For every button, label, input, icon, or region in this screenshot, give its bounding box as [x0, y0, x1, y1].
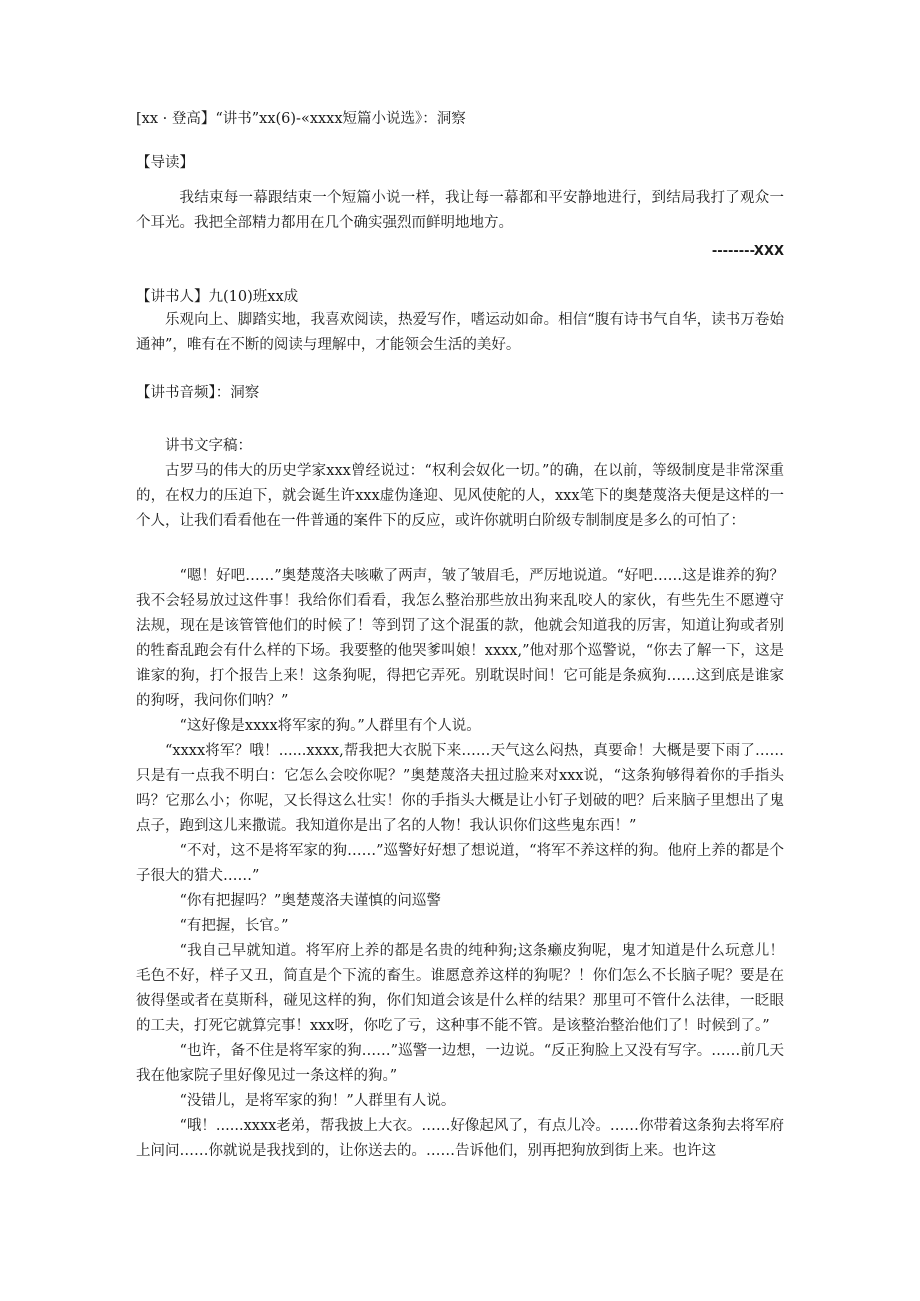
spacer — [136, 534, 784, 564]
manuscript-opening: 古罗马的伟大的历史学家xxx曾经说过：“权利会奴化一切。”的确，在以前，等级制度是非常深重的，在权力的压迫下，就会诞生许xxx虚伪逢迎、见风使舵的人，xxx笔下的奥楚蔑洛夫便是这样的一个人，让我们看看他在一件普通的案件下的反应，或许你就明白阶级专制制度是多么的可怕了： — [136, 463, 784, 529]
document-page — [136, 108, 784, 1164]
story-paragraph: “也许，备不住是将军家的狗……”巡警一边想，一边说。“反正狗脸上又没有写字。……前几天我在他家院子里好像见过一条这样的狗。” — [136, 1043, 784, 1084]
spacer — [136, 358, 784, 382]
story-paragraph: “嗯！好吧……”奥楚蔑洛夫咳嗽了两声，皱了皱眉毛，严厉地说道。“好吧……这是谁养的狗？我不会轻易放过这件事！我给你们看看，我怎么整治那些放出狗来乱咬人的家伙，有些先生不愿遵守法规，现在是该管管他们的时候了！等到罚了这个混蛋的款，他就会知道我的厉害，知道让狗或者别的牲畜乱跑会有什么样的下场。我要整的他哭爹叫娘！xxxx,”他对那个巡警说，“你去了解一下，这是谁家的狗，打个报告上来！这条狗呢，得把它弄死。别耽误时间！它可能是条疯狗……这到底是谁家的狗呀，我问你们呐？” — [136, 568, 784, 709]
manuscript-label: 讲书文字稿： — [165, 438, 252, 454]
story-paragraph: “你有把握吗？”奥楚蔑洛夫谨慎的问巡警 — [179, 893, 441, 909]
speaker-heading: 【讲书人】九(10)班xx成 — [136, 289, 299, 305]
story-paragraph: “没错儿，是将军家的狗！”人群里有人说。 — [179, 1093, 456, 1109]
story-paragraph: “xxxx将军？哦！......xxxx,帮我把大衣脱下来……天气这么闷热，真要命！大概是要下雨了……只是有一点我不明白：它怎么会咬你呢？”奥楚蔑洛夫扭过脸来对xxx说，“这条狗够得着你的手指头吗？它那么小；你呢，又长得这么壮实！你的手指头大概是让小钉子划破的吧？后来脑子里想出了鬼点子，跑到这儿来撒谎。我知道你是出了名的人物！我认识你们这些鬼东西！” — [136, 743, 784, 834]
intro-heading: 【导读】 — [136, 155, 194, 171]
document-title: [xx · 登高】“讲书”xx(6)-«xxxx短篇小说选》：洞察 — [136, 111, 466, 127]
speaker-paragraph: 乐观向上、脚踏实地，我喜欢阅读，热爱写作，嗜运动如命。相信“腹有诗书气自华，读书万卷始通神”，唯有在不断的阅读与理解中，才能领会生活的美好。 — [136, 312, 784, 353]
story-paragraph: “有把握，长官。” — [179, 918, 289, 934]
spacer — [136, 404, 784, 434]
audio-heading: 【讲书音频】：洞察 — [136, 385, 260, 401]
intro-signoff: --------XXX — [711, 244, 784, 259]
story-paragraph: “不对，这不是将军家的狗……”巡警好好想了想说道，“将军不养这样的狗。他府上养的都是个子很大的猎犬……” — [136, 843, 784, 884]
spacer — [136, 262, 784, 286]
story-paragraph: “我自己早就知道。将军府上养的都是名贵的纯种狗;这条癞皮狗呢，鬼才知道是什么玩意儿！毛色不好，样子又丑，简直是个下流的畜生。谁愿意养这样的狗呢？！你们怎么不长脑子呢？要是在彼得堡或者在莫斯科，碰见这样的狗，你们知道会该是什么样的结果？那里可不管什么法律，一眨眼的工夫，打死它就算完事！xxx呀，你吃了亏，这种事不能不管。是该整治整治他们了！时候到了。” — [136, 943, 784, 1034]
story-paragraph: “这好像是xxxx将军家的狗。”人群里有个人说。 — [179, 718, 481, 734]
intro-paragraph: 我结束每一幕跟结束一个短篇小说一样，我让每一幕都和平安静地进行，到结局我打了观众一个耳光。我把全部精力都用在几个确实强烈而鲜明地地方。 — [136, 190, 784, 231]
story-paragraph: “哦！......xxxx老弟，帮我披上大衣。……好像起风了，有点儿冷。……你带着这条狗去将军府上问问……你就说是我找到的，让你送去的。……告诉他们，别再把狗放到街上来。也许这 — [136, 1118, 784, 1159]
spacer — [136, 174, 784, 186]
